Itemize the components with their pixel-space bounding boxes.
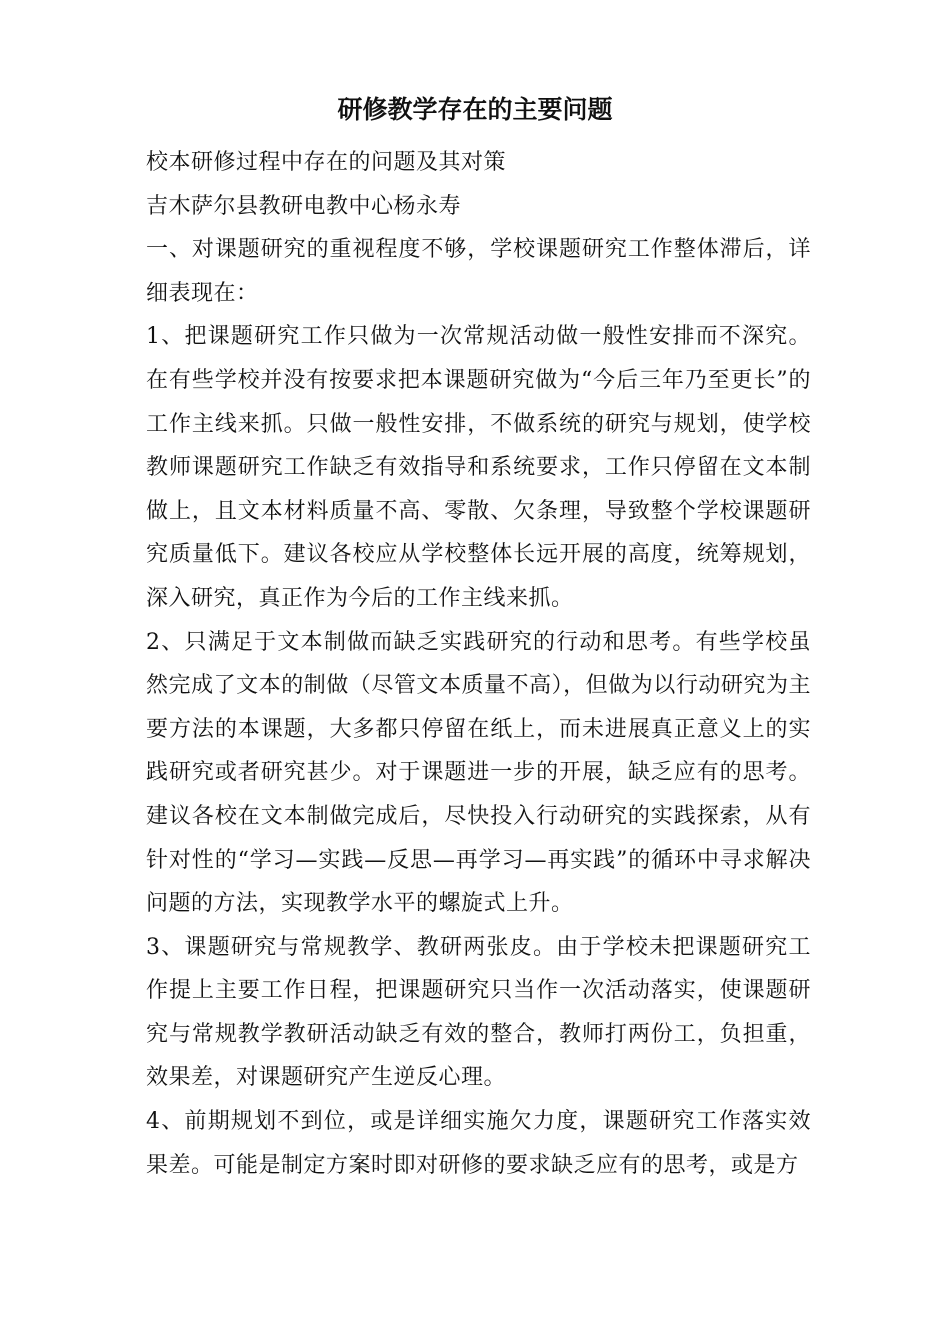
document-body	[146, 141, 811, 1187]
body-paragraph-2: 2、只满足于文本制做而缺乏实践研究的行动和思考。有些学校虽然完成了文本的制做（尽管文本质量不高），但做为以行动研究为主要方法的本课题，大多都只停留在纸上，而未进展真正意义上的实践研究或者研究甚少。对于课题进一步的开展，缺乏应有的思考。建议各校在文本制做完成后，尽快投入行动研究的实践探索，从有针对性的“学习—实践—反思—再学习—再实践”的循环中寻求解决问题的方法，实现教学水平的螺旋式上升。	[146, 629, 811, 917]
section-heading-1: 一、对课题研究的重视程度不够，学校课题研究工作整体滞后，详细表现在：	[146, 237, 811, 306]
body-paragraph-1: 1、把课题研究工作只做为一次常规活动做一般性安排而不深究。在有些学校并没有按要求把本课题研究做为“今后三年乃至更长”的工作主线来抓。只做一般性安排，不做系统的研究与规划，使学校教师课题研究工作缺乏有效指导和系统要求，工作只停留在文本制做上，且文本材料质量不高、零散、欠条理，导致整个学校课题研究质量低下。建议各校应从学校整体长远开展的高度，统筹规划，深入研究，真正作为今后的工作主线来抓。	[146, 324, 811, 611]
subtitle-paragraph: 校本研修过程中存在的问题及其对策	[146, 150, 507, 175]
body-paragraph-4: 4、前期规划不到位，或是详细实施欠力度，课题研究工作落实效果差。可能是制定方案时即对研修的要求缺乏应有的思考，或是方	[146, 1109, 811, 1178]
author-paragraph: 吉木萨尔县教研电教中心杨永寿	[146, 193, 462, 219]
body-paragraph-3: 3、课题研究与常规教学、教研两张皮。由于学校未把课题研究工作提上主要工作日程，把课题研究只当作一次活动落实，使课题研究与常规教学教研活动缺乏有效的整合，教师打两份工，负担重，效果差，对课题研究产生逆反心理。	[146, 934, 811, 1091]
document-title: 研修教学存在的主要问题	[337, 95, 613, 124]
